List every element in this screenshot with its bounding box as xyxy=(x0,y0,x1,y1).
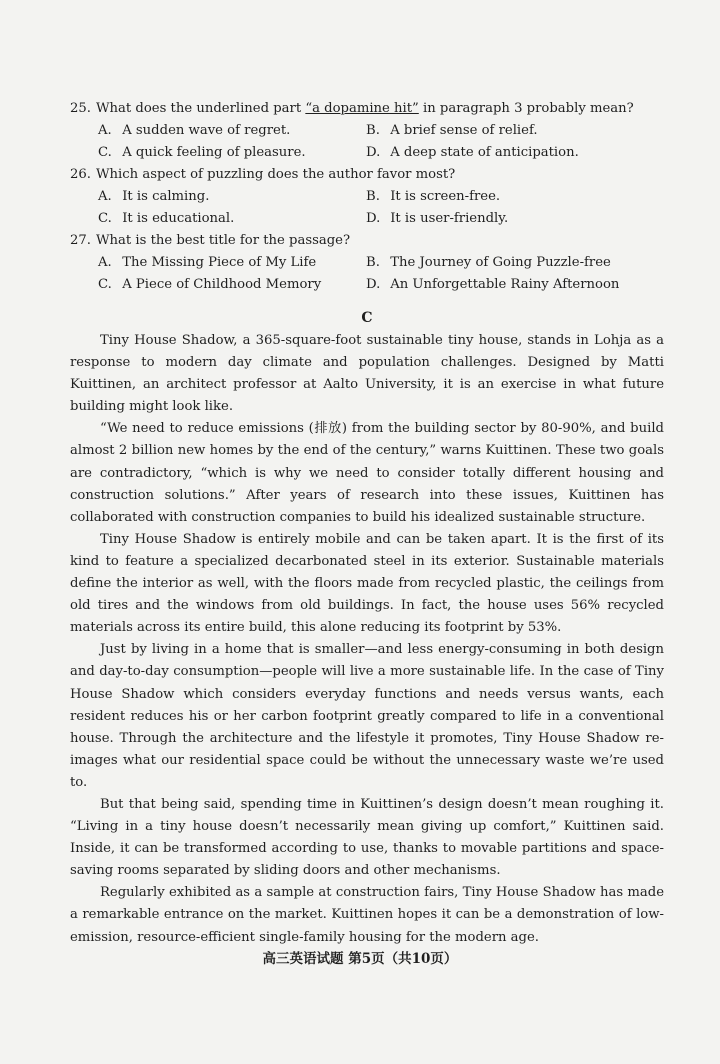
option-text: It is educational. xyxy=(122,211,235,226)
option-row xyxy=(70,120,664,142)
option-text: The Journey of Going Puzzle-free xyxy=(390,255,611,270)
option-row xyxy=(70,186,664,208)
option-letter: D. xyxy=(366,145,381,160)
question-stem xyxy=(70,164,664,186)
question-number: 25. xyxy=(70,101,91,116)
option-text: It is calming. xyxy=(122,189,210,204)
question-26 xyxy=(70,164,664,230)
option-b xyxy=(366,252,634,274)
option-text: A quick feeling of pleasure. xyxy=(122,145,306,160)
underlined-phrase: “a dopamine hit” xyxy=(305,101,419,116)
option-text: It is screen-free. xyxy=(390,189,501,204)
option-letter: B. xyxy=(366,255,380,270)
option-d xyxy=(366,142,634,164)
option-letter: D. xyxy=(366,277,381,292)
option-letter: D. xyxy=(366,211,381,226)
passage-paragraph-1: Tiny House Shadow, a 365-square-foot sustainable tiny house, stands in Lohja as a response to modern day climate and population challenges. Designed by Matti Kuittinen, an architect professor at Aalto University, it is an exercise in what future building might look like. xyxy=(70,333,664,415)
option-letter: B. xyxy=(366,189,380,204)
option-a xyxy=(98,120,366,142)
option-letter: C. xyxy=(98,211,112,226)
option-letter: A. xyxy=(98,123,112,138)
option-row xyxy=(70,208,664,230)
passage-paragraph-4: Just by living in a home that is smaller—and less energy-consuming in both design and day-to-day consumption—people will live a more sustainable life. In the case of Tiny House Shadow which considers everyday functions and needs versus wants, each resident reduces his or her carbon footprint greatly compared to life in a conventional house. Through the architecture and the lifestyle it promotes, Tiny House Shadow re-images what our residential space could be without the unnecessary waste we’re used to. xyxy=(70,642,664,790)
option-a xyxy=(98,252,366,274)
option-a xyxy=(98,186,366,208)
option-c xyxy=(98,274,366,296)
option-d xyxy=(366,208,634,230)
passage-paragraph-3: Tiny House Shadow is entirely mobile and can be taken apart. It is the first of its kind to feature a specialized decarbonated steel in its exterior. Sustainable materials define the interior as well, with the floors made from recycled plastic, the ceilings from old tires and the windows from old buildings. In fact, the house uses 56% recycled materials across its entire build, this alone reducing its footprint by 53%. xyxy=(70,531,664,636)
option-letter: B. xyxy=(366,123,380,138)
question-stem xyxy=(70,230,664,252)
question-number: 26. xyxy=(70,167,91,182)
page-footer: 高三英语试题 第5页（共10页） xyxy=(262,951,458,967)
option-d xyxy=(366,274,634,296)
question-text-end: in paragraph 3 probably mean? xyxy=(418,101,634,116)
option-row xyxy=(70,142,664,164)
option-text: The Missing Piece of My Life xyxy=(122,255,317,270)
option-text: A brief sense of relief. xyxy=(390,123,538,138)
option-text: A deep state of anticipation. xyxy=(390,145,579,160)
question-25 xyxy=(70,98,664,164)
question-text: Which aspect of puzzling does the author favor most? xyxy=(96,167,456,182)
question-27 xyxy=(70,230,664,296)
option-row xyxy=(70,274,664,296)
passage-paragraph-5: But that being said, spending time in Kuittinen’s design doesn’t mean roughing it. “Living in a tiny house doesn’t necessarily mean giving up comfort,” Kuittinen said. Inside, it can be transformed according to use, thanks to movable partitions and space-saving rooms separated by sliding doors and other mechanisms. xyxy=(70,796,664,879)
option-b xyxy=(366,120,634,142)
option-c xyxy=(98,208,366,230)
passage-paragraph-6: Regularly exhibited as a sample at construction fairs, Tiny House Shadow has made a remarkable entrance on the market. Kuittinen hopes it can be a demonstration of low-emission, resource-efficient single-family housing for the modern age. xyxy=(70,885,664,945)
section-heading: C xyxy=(361,310,373,326)
passage-paragraph-2: “We need to reduce emissions (排放) from the building sector by 80-90%, and build almost 2 billion new homes by the end of the century,” warns Kuittinen. These two goals are contradictory, “which is why we need to consider totally different housing and construction solutions.” After years of research into these issues, Kuittinen has collaborated with construction companies to build his idealized sustainable structure. xyxy=(70,421,664,525)
option-letter: C. xyxy=(98,145,112,160)
option-text: A sudden wave of regret. xyxy=(122,123,291,138)
option-letter: A. xyxy=(98,255,112,270)
option-row xyxy=(70,252,664,274)
question-text: What is the best title for the passage? xyxy=(96,233,351,248)
question-stem xyxy=(70,98,664,120)
option-text: A Piece of Childhood Memory xyxy=(122,277,322,292)
option-letter: C. xyxy=(98,277,112,292)
option-b xyxy=(366,186,634,208)
question-number: 27. xyxy=(70,233,91,248)
option-text: An Unforgettable Rainy Afternoon xyxy=(390,277,620,292)
option-c xyxy=(98,142,366,164)
option-letter: A. xyxy=(98,189,112,204)
option-text: It is user-friendly. xyxy=(390,211,509,226)
question-text: What does the underlined part xyxy=(96,101,306,116)
